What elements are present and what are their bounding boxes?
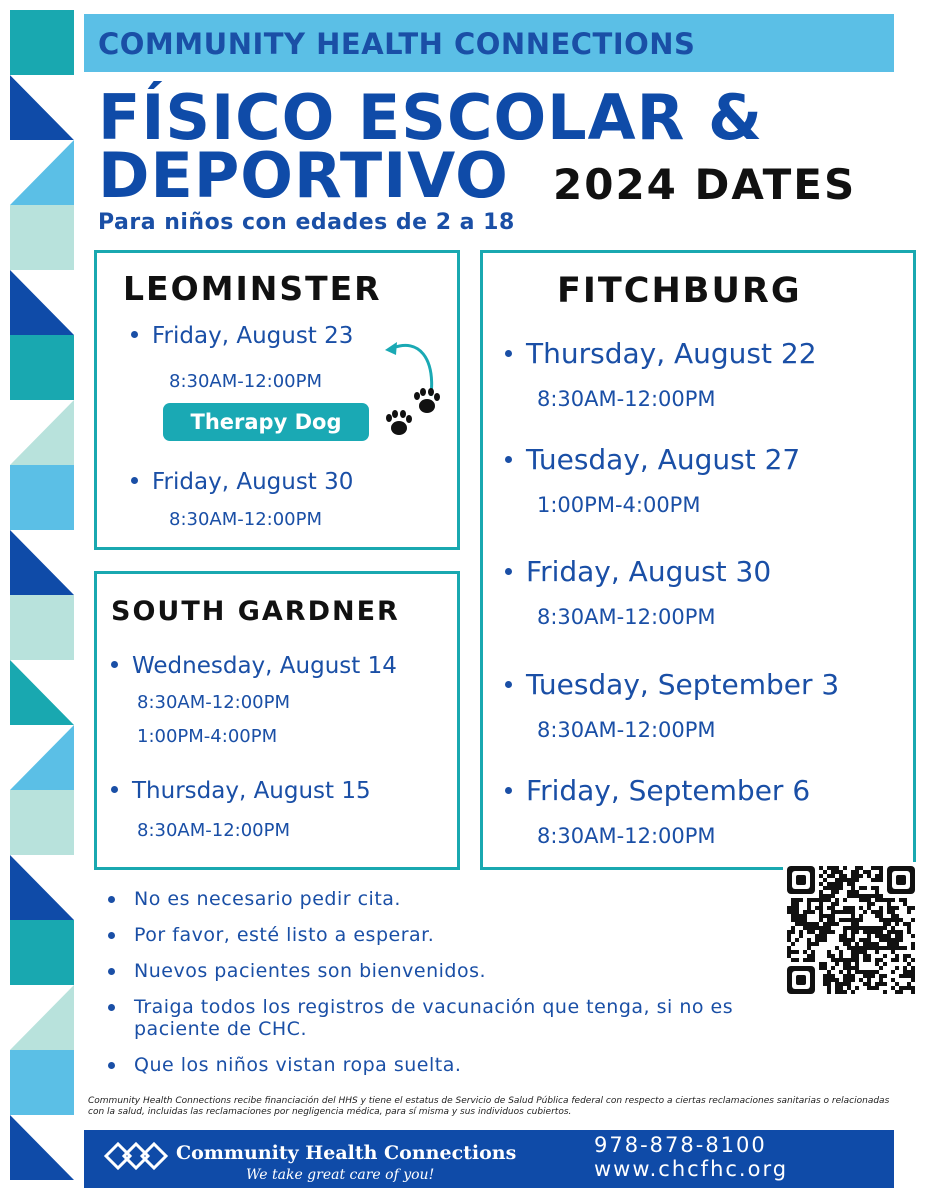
- time-item: 8:30AM-12:00PM: [537, 824, 716, 848]
- time-item: 8:30AM-12:00PM: [137, 820, 291, 841]
- footer-bar: [84, 1130, 894, 1188]
- website-link[interactable]: www.chcfhc.org: [594, 1157, 789, 1181]
- bullet-dot: [505, 681, 512, 688]
- decorative-pattern-strip: [10, 10, 74, 1180]
- info-list: [104, 888, 794, 1090]
- time-item: 1:00PM-4:00PM: [137, 726, 278, 747]
- bullet-dot: [505, 350, 512, 357]
- date-item: Tuesday, August 27: [505, 443, 800, 476]
- location-title-south-gardner: SOUTH GARDNER: [111, 596, 400, 627]
- phone-number[interactable]: 978-878-8100: [594, 1133, 767, 1157]
- leominster-box: [94, 250, 460, 550]
- time-item: 8:30AM-12:00PM: [169, 371, 323, 392]
- bullet-dot: [111, 661, 118, 668]
- organization-banner: [84, 14, 894, 72]
- info-item: Por favor, esté listo a esperar.: [104, 924, 794, 946]
- date-item: Thursday, August 15: [111, 778, 371, 804]
- bullet-dot: [505, 787, 512, 794]
- therapy-dog-badge: Therapy Dog: [163, 403, 369, 441]
- bullet-dot: [111, 786, 118, 793]
- time-item: 8:30AM-12:00PM: [137, 692, 291, 713]
- age-subtitle: Para niños con edades de 2 a 18: [98, 210, 515, 235]
- date-item: Friday, August 30: [505, 555, 771, 588]
- time-item: 1:00PM-4:00PM: [537, 493, 701, 517]
- date-item: Friday, August 30: [131, 469, 353, 495]
- date-item: Friday, September 6: [505, 774, 810, 807]
- date-item: Tuesday, September 3: [505, 668, 839, 701]
- date-item: Wednesday, August 14: [111, 653, 397, 679]
- location-title-fitchburg: FITCHBURG: [557, 271, 802, 311]
- south-gardner-box: [94, 571, 460, 870]
- page-title-line1: FÍSICO ESCOLAR &: [98, 81, 764, 154]
- qr-code[interactable]: [783, 862, 919, 998]
- bullet-dot: [131, 477, 138, 484]
- date-item: Thursday, August 22: [505, 337, 817, 370]
- bullet-dot: [505, 568, 512, 575]
- organization-logo-icon: [102, 1139, 174, 1173]
- page-title-line2: DEPORTIVO: [98, 139, 509, 212]
- location-title-leominster: LEOMINSTER: [123, 269, 382, 308]
- organization-name: COMMUNITY HEALTH CONNECTIONS: [98, 27, 696, 61]
- disclaimer-text: Community Health Connections recibe financiación del HHS y tiene el estatus de Servicio de Salud Pública federal con respecto a ciertas reclamaciones sanitarias o relacionadas con la salud, incluidas las reclamaciones por negligencia médica, para sí misma y sus individuos cubiertos.: [88, 1096, 890, 1117]
- bullet-dot: [131, 331, 138, 338]
- time-item: 8:30AM-12:00PM: [537, 718, 716, 742]
- footer-tagline: We take great care of you!: [246, 1167, 435, 1183]
- info-item: No es necesario pedir cita.: [104, 888, 794, 910]
- year-label: 2024 DATES: [553, 160, 857, 209]
- info-item: Traiga todos los registros de vacunación que tenga, si no es paciente de CHC.: [104, 996, 794, 1040]
- paw-prints-icon: [379, 338, 449, 443]
- date-item: Friday, August 23: [131, 323, 353, 349]
- time-item: 8:30AM-12:00PM: [537, 387, 716, 411]
- bullet-dot: [505, 456, 512, 463]
- footer-org-name: Community Health Connections: [176, 1142, 517, 1164]
- info-item: Que los niños vistan ropa suelta.: [104, 1054, 794, 1076]
- info-item: Nuevos pacientes son bienvenidos.: [104, 960, 794, 982]
- time-item: 8:30AM-12:00PM: [169, 509, 323, 530]
- time-item: 8:30AM-12:00PM: [537, 605, 716, 629]
- fitchburg-box: [480, 250, 916, 870]
